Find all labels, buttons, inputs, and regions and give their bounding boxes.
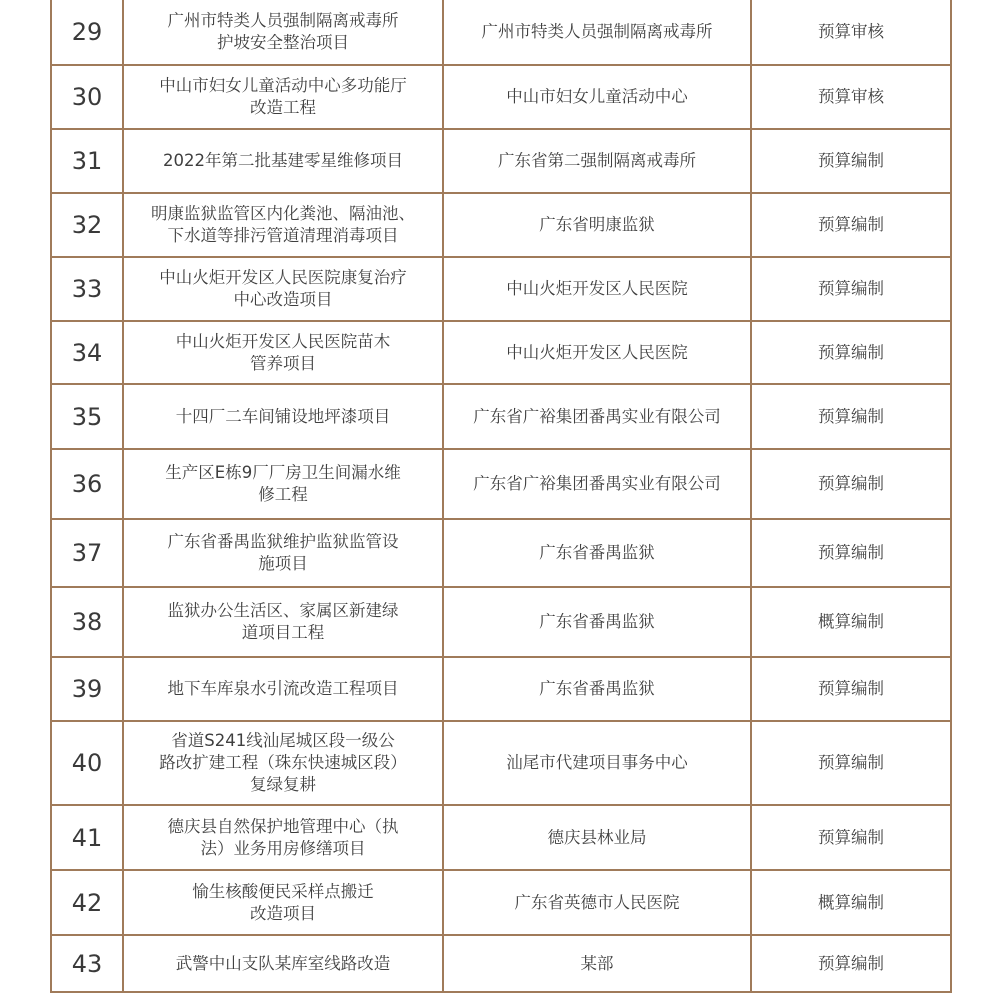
organization-name: 汕尾市代建项目事务中心 (443, 721, 751, 805)
project-name: 明康监狱监管区内化粪池、隔油池、 下水道等排污管道清理消毒项目 (123, 193, 443, 257)
row-number: 36 (51, 449, 123, 519)
table-row (51, 449, 951, 519)
project-name: 省道S241线汕尾城区段一级公 路改扩建工程（珠东快速城区段） 复绿复耕 (123, 721, 443, 805)
table-row (51, 384, 951, 449)
table-row (51, 65, 951, 129)
project-table-container (50, 0, 950, 993)
service-type: 概算编制 (751, 587, 951, 657)
project-name: 武警中山支队某库室线路改造 (123, 935, 443, 992)
service-type: 预算编制 (751, 519, 951, 587)
project-name: 广州市特类人员强制隔离戒毒所 护坡安全整治项目 (123, 0, 443, 65)
organization-name: 广东省明康监狱 (443, 193, 751, 257)
table-row (51, 193, 951, 257)
service-type: 预算编制 (751, 449, 951, 519)
organization-name: 广东省广裕集团番禺实业有限公司 (443, 384, 751, 449)
row-number: 29 (51, 0, 123, 65)
service-type: 预算审核 (751, 0, 951, 65)
table-row (51, 657, 951, 721)
organization-name: 中山火炬开发区人民医院 (443, 257, 751, 321)
service-type: 预算编制 (751, 657, 951, 721)
service-type: 概算编制 (751, 870, 951, 935)
table-row (51, 519, 951, 587)
project-name: 监狱办公生活区、家属区新建绿 道项目工程 (123, 587, 443, 657)
organization-name: 中山市妇女儿童活动中心 (443, 65, 751, 129)
project-name: 愉生核酸便民采样点搬迁 改造项目 (123, 870, 443, 935)
table-row (51, 935, 951, 992)
row-number: 34 (51, 321, 123, 384)
organization-name: 广州市特类人员强制隔离戒毒所 (443, 0, 751, 65)
row-number: 41 (51, 805, 123, 870)
project-table (50, 0, 952, 993)
row-number: 31 (51, 129, 123, 193)
project-name: 中山火炬开发区人民医院康复治疗 中心改造项目 (123, 257, 443, 321)
organization-name: 德庆县林业局 (443, 805, 751, 870)
service-type: 预算编制 (751, 321, 951, 384)
service-type: 预算编制 (751, 384, 951, 449)
project-name: 广东省番禺监狱维护监狱监管设 施项目 (123, 519, 443, 587)
table-row (51, 805, 951, 870)
project-name: 2022年第二批基建零星维修项目 (123, 129, 443, 193)
row-number: 33 (51, 257, 123, 321)
project-name: 生产区E栋9厂厂房卫生间漏水维 修工程 (123, 449, 443, 519)
row-number: 39 (51, 657, 123, 721)
organization-name: 广东省番禺监狱 (443, 519, 751, 587)
project-name: 中山火炬开发区人民医院苗木 管养项目 (123, 321, 443, 384)
service-type: 预算编制 (751, 721, 951, 805)
project-name: 德庆县自然保护地管理中心（执 法）业务用房修缮项目 (123, 805, 443, 870)
row-number: 38 (51, 587, 123, 657)
organization-name: 中山火炬开发区人民医院 (443, 321, 751, 384)
row-number: 30 (51, 65, 123, 129)
table-row (51, 129, 951, 193)
service-type: 预算审核 (751, 65, 951, 129)
table-row (51, 0, 951, 65)
service-type: 预算编制 (751, 935, 951, 992)
organization-name: 某部 (443, 935, 751, 992)
row-number: 40 (51, 721, 123, 805)
service-type: 预算编制 (751, 257, 951, 321)
table-row (51, 321, 951, 384)
project-name: 地下车库泉水引流改造工程项目 (123, 657, 443, 721)
project-name: 十四厂二车间铺设地坪漆项目 (123, 384, 443, 449)
organization-name: 广东省广裕集团番禺实业有限公司 (443, 449, 751, 519)
row-number: 42 (51, 870, 123, 935)
table-row (51, 587, 951, 657)
table-row (51, 257, 951, 321)
table-row (51, 721, 951, 805)
row-number: 43 (51, 935, 123, 992)
organization-name: 广东省番禺监狱 (443, 587, 751, 657)
service-type: 预算编制 (751, 193, 951, 257)
organization-name: 广东省番禺监狱 (443, 657, 751, 721)
row-number: 32 (51, 193, 123, 257)
service-type: 预算编制 (751, 129, 951, 193)
row-number: 35 (51, 384, 123, 449)
project-name: 中山市妇女儿童活动中心多功能厅 改造工程 (123, 65, 443, 129)
service-type: 预算编制 (751, 805, 951, 870)
table-row (51, 870, 951, 935)
table-body (51, 0, 951, 992)
organization-name: 广东省第二强制隔离戒毒所 (443, 129, 751, 193)
row-number: 37 (51, 519, 123, 587)
organization-name: 广东省英德市人民医院 (443, 870, 751, 935)
